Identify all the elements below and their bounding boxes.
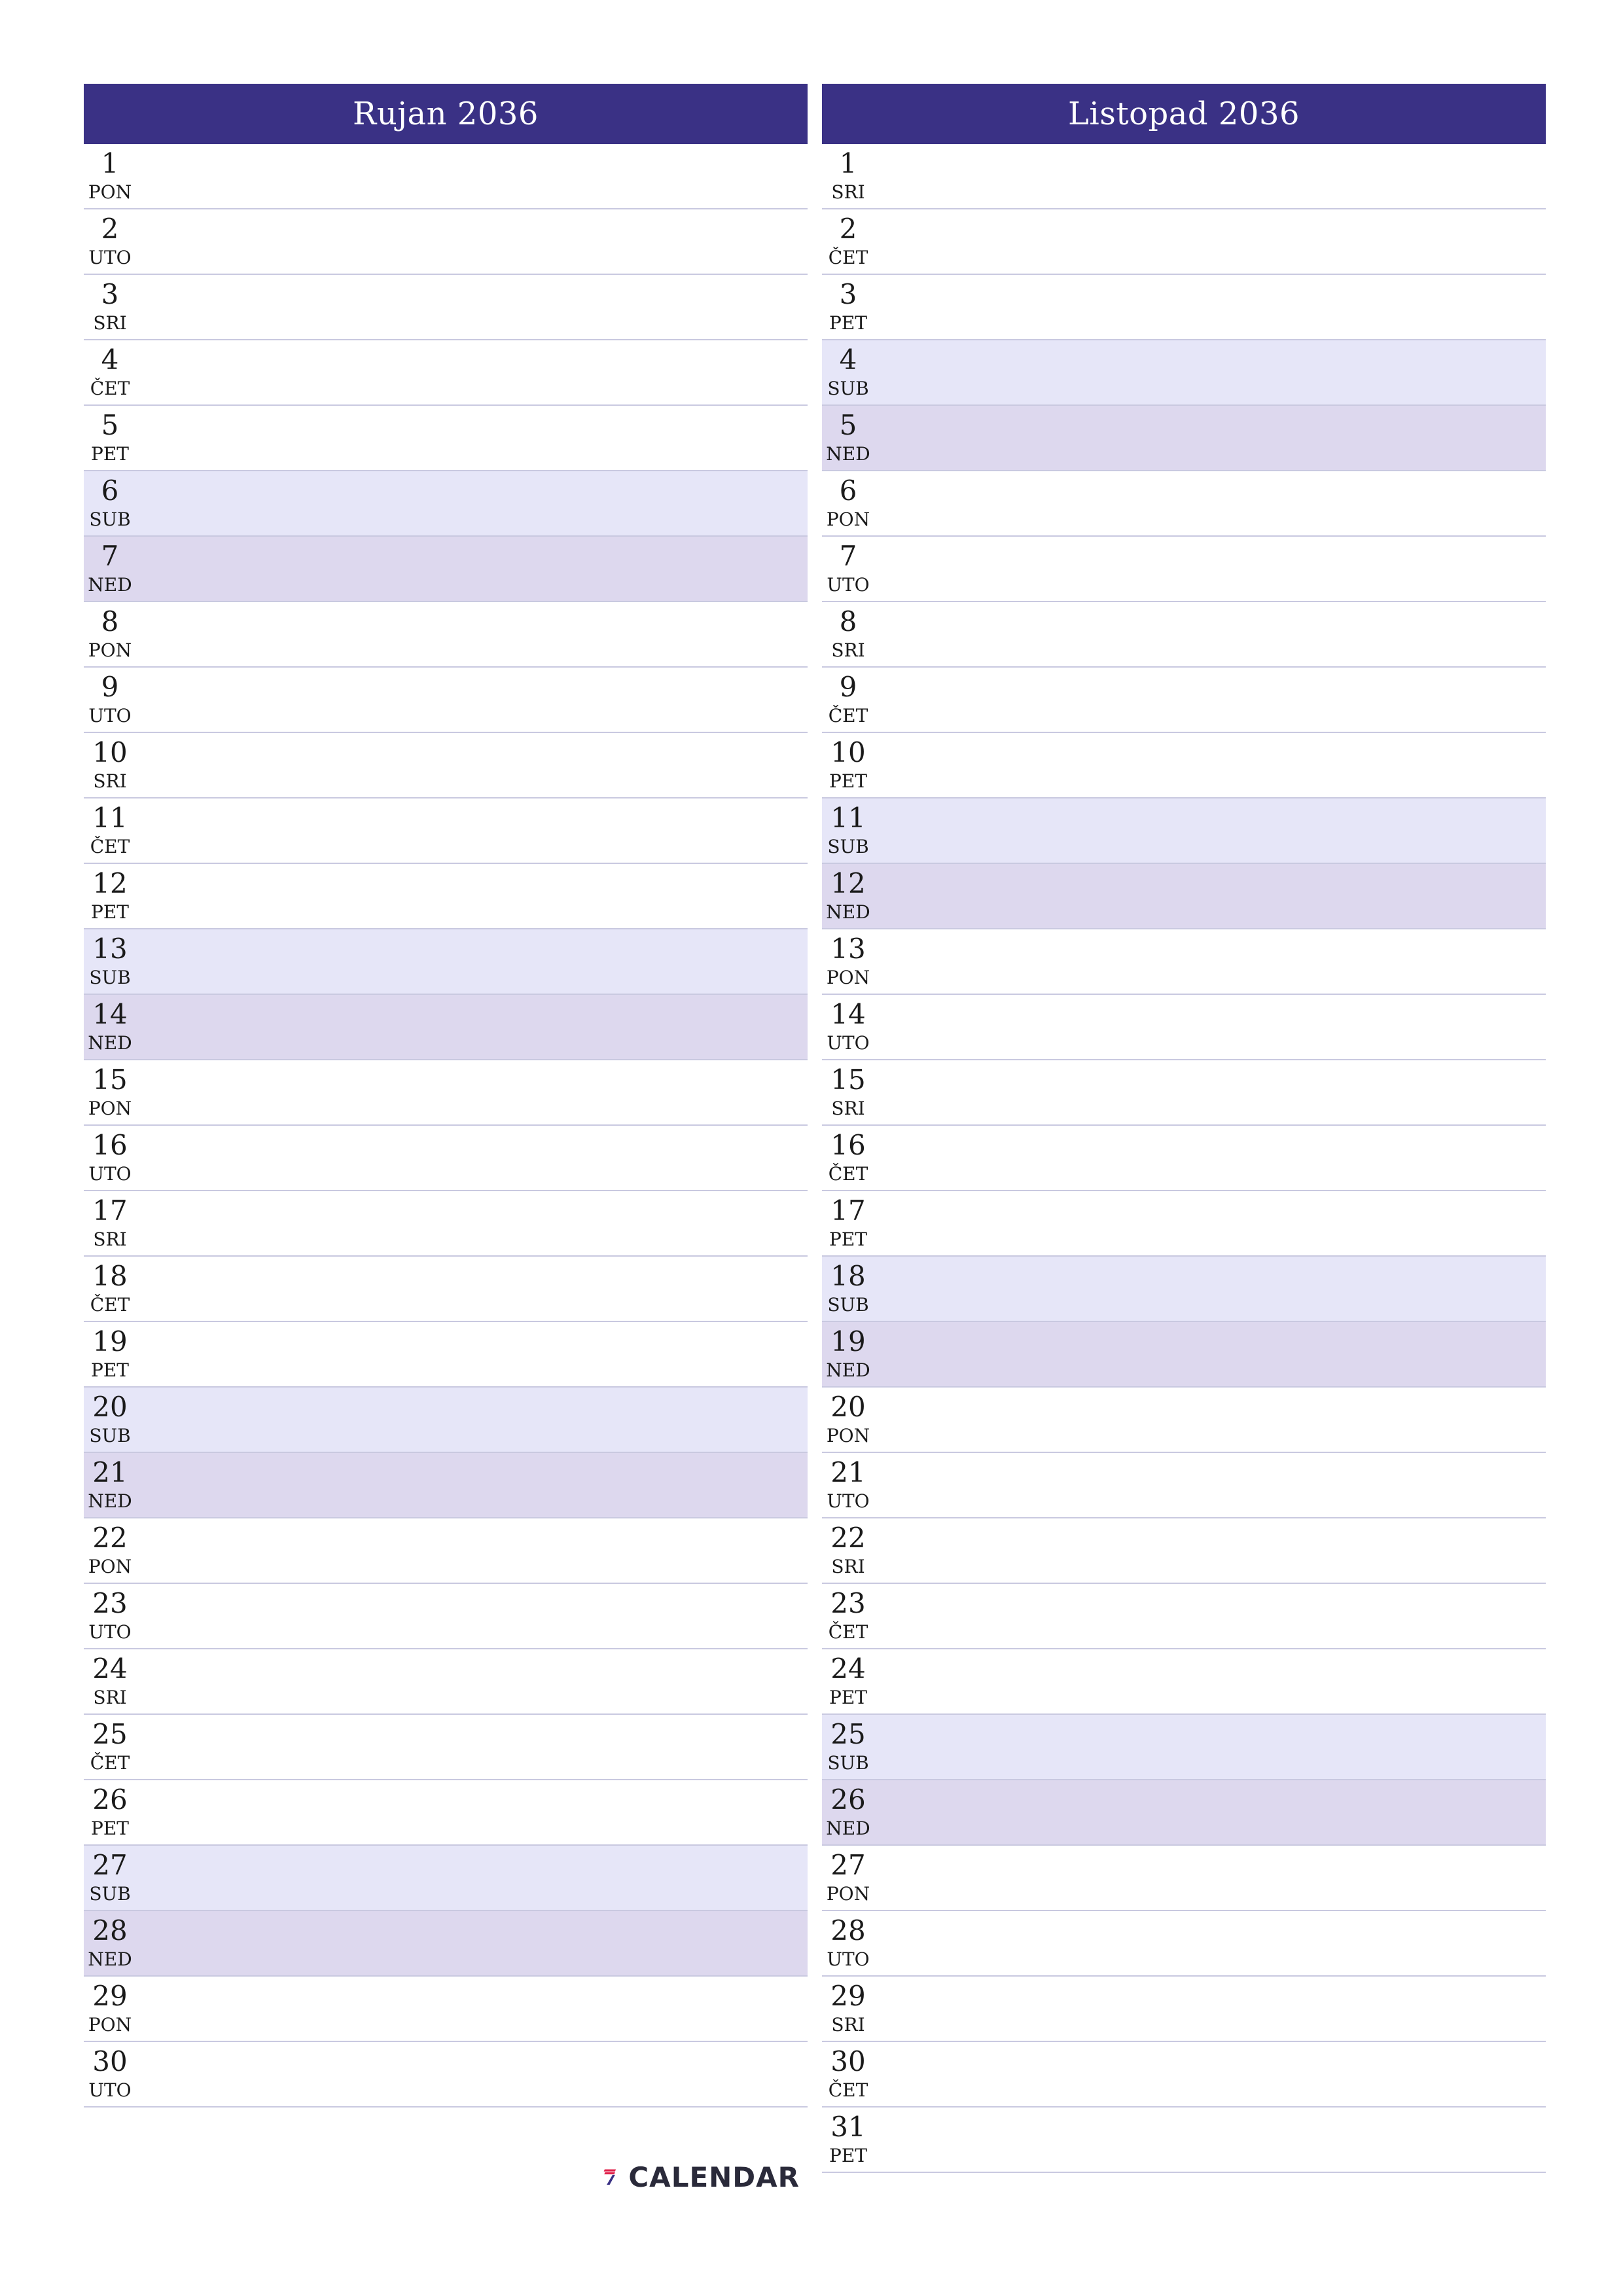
day-name: PET [91, 1359, 129, 1381]
day-row [84, 1191, 808, 1257]
day-row [822, 929, 1546, 995]
day-number: 26 [830, 1784, 866, 1816]
day-number: 9 [839, 671, 857, 703]
day-number: 31 [830, 2111, 866, 2143]
day-number: 25 [830, 1718, 866, 1750]
day-number: 4 [101, 344, 119, 376]
day-number: 4 [839, 344, 857, 376]
day-name: SUB [89, 509, 131, 530]
day-row [84, 275, 808, 340]
day-name: PON [826, 1425, 870, 1446]
day-number: 17 [92, 1194, 128, 1227]
day-row [822, 1584, 1546, 1649]
day-number: 1 [101, 147, 119, 179]
day-number: 20 [830, 1391, 866, 1423]
day-name: SRI [93, 1687, 127, 1708]
day-row [822, 995, 1546, 1060]
day-row [822, 2042, 1546, 2108]
month-title: Listopad 2036 [822, 84, 1546, 144]
day-number: 27 [830, 1849, 866, 1881]
day-row [822, 537, 1546, 602]
day-row [84, 471, 808, 537]
day-number: 2 [101, 213, 119, 245]
day-name: SUB [89, 1425, 131, 1446]
day-row [84, 209, 808, 275]
day-row [822, 733, 1546, 798]
day-name: PON [88, 1556, 132, 1577]
day-name: NED [88, 1490, 132, 1512]
day-number: 24 [92, 1653, 128, 1685]
day-number: 22 [92, 1522, 128, 1554]
day-row [84, 1518, 808, 1584]
brand-text: CALENDAR [628, 2161, 800, 2193]
day-name: SRI [831, 2014, 865, 2036]
day-number: 30 [92, 2045, 128, 2077]
day-list [822, 144, 1546, 2173]
day-number: 12 [92, 867, 128, 899]
day-name: SRI [93, 770, 127, 792]
day-row [822, 1977, 1546, 2042]
day-number: 2 [839, 213, 857, 245]
day-name: SUB [827, 836, 869, 857]
day-row [84, 1322, 808, 1388]
day-name: UTO [88, 247, 132, 268]
day-name: UTO [827, 1032, 870, 1054]
day-name: NED [88, 574, 132, 596]
day-number: 15 [92, 1064, 128, 1096]
day-row [84, 1584, 808, 1649]
day-row [822, 1780, 1546, 1846]
day-number: 28 [830, 1914, 866, 1946]
day-name: NED [826, 1818, 870, 1839]
month-title: Rujan 2036 [84, 84, 808, 144]
day-row [84, 864, 808, 929]
day-row [822, 1911, 1546, 1977]
day-name: SUB [827, 1294, 869, 1316]
day-number: 22 [830, 1522, 866, 1554]
day-name: NED [88, 1032, 132, 1054]
day-name: ČET [828, 1621, 868, 1643]
day-number: 8 [839, 605, 857, 637]
day-name: SRI [93, 312, 127, 334]
seven-logo-icon [603, 2151, 616, 2203]
day-number: 6 [839, 475, 857, 507]
day-name: NED [826, 901, 870, 923]
day-row [822, 798, 1546, 864]
day-name: UTO [88, 1621, 132, 1643]
day-name: PET [91, 901, 129, 923]
brand-logo [603, 2151, 800, 2203]
day-row [822, 602, 1546, 668]
day-name: PON [88, 639, 132, 661]
day-number: 24 [830, 1653, 866, 1685]
day-number: 23 [92, 1587, 128, 1619]
day-row [822, 2108, 1546, 2173]
day-row [84, 1126, 808, 1191]
day-row [84, 668, 808, 733]
day-row [84, 406, 808, 471]
day-row [822, 1257, 1546, 1322]
day-row [822, 1191, 1546, 1257]
day-name: PET [829, 2145, 867, 2166]
day-number: 11 [92, 802, 128, 834]
day-list [84, 144, 808, 2108]
day-row [84, 340, 808, 406]
day-row [84, 929, 808, 995]
day-number: 7 [101, 540, 119, 572]
day-number: 30 [830, 2045, 866, 2077]
day-number: 1 [839, 147, 857, 179]
day-number: 3 [839, 278, 857, 310]
day-name: PON [826, 967, 870, 988]
day-number: 5 [839, 409, 857, 441]
day-number: 16 [830, 1129, 866, 1161]
day-row [822, 1060, 1546, 1126]
day-number: 25 [92, 1718, 128, 1750]
day-name: UTO [827, 1490, 870, 1512]
day-name: SUB [89, 967, 131, 988]
day-name: PON [88, 181, 132, 203]
day-row [84, 1649, 808, 1715]
day-row [822, 144, 1546, 209]
day-row [84, 1257, 808, 1322]
day-name: SUB [827, 1752, 869, 1774]
day-name: PET [829, 1229, 867, 1250]
day-row [822, 1518, 1546, 1584]
day-row [84, 1388, 808, 1453]
month-october [822, 84, 1546, 2173]
day-number: 14 [92, 998, 128, 1030]
day-number: 29 [92, 1980, 128, 2012]
day-row [822, 1715, 1546, 1780]
day-row [84, 1715, 808, 1780]
day-name: PON [88, 1098, 132, 1119]
day-row [84, 1846, 808, 1911]
day-name: ČET [90, 1294, 130, 1316]
day-number: 18 [92, 1260, 128, 1292]
day-number: 21 [830, 1456, 866, 1488]
day-name: PET [91, 443, 129, 465]
day-row [822, 1322, 1546, 1388]
day-row [822, 1388, 1546, 1453]
day-row [84, 733, 808, 798]
day-row [84, 1911, 808, 1977]
day-number: 12 [830, 867, 866, 899]
day-row [822, 1453, 1546, 1518]
day-number: 5 [101, 409, 119, 441]
day-name: PET [829, 770, 867, 792]
day-name: PET [829, 312, 867, 334]
day-number: 14 [830, 998, 866, 1030]
day-number: 10 [92, 736, 128, 768]
day-number: 20 [92, 1391, 128, 1423]
day-number: 7 [839, 540, 857, 572]
day-row [84, 798, 808, 864]
day-name: ČET [90, 378, 130, 399]
day-name: SRI [93, 1229, 127, 1250]
day-number: 26 [92, 1784, 128, 1816]
day-row [822, 275, 1546, 340]
day-row [84, 2042, 808, 2108]
day-row [822, 1126, 1546, 1191]
day-name: PET [829, 1687, 867, 1708]
day-row [822, 668, 1546, 733]
day-row [84, 537, 808, 602]
day-name: NED [826, 443, 870, 465]
day-number: 28 [92, 1914, 128, 1946]
day-number: 8 [101, 605, 119, 637]
day-name: PET [91, 1818, 129, 1839]
day-name: PON [88, 2014, 132, 2036]
day-name: UTO [88, 705, 132, 726]
day-name: UTO [827, 574, 870, 596]
day-number: 23 [830, 1587, 866, 1619]
day-number: 21 [92, 1456, 128, 1488]
day-row [84, 995, 808, 1060]
day-number: 11 [830, 802, 866, 834]
month-september [84, 84, 808, 2108]
day-row [84, 602, 808, 668]
day-number: 16 [92, 1129, 128, 1161]
day-name: ČET [828, 2079, 868, 2101]
day-row [84, 1780, 808, 1846]
day-number: 3 [101, 278, 119, 310]
day-number: 13 [830, 933, 866, 965]
day-row [822, 1649, 1546, 1715]
day-name: NED [826, 1359, 870, 1381]
day-name: PON [826, 509, 870, 530]
day-number: 19 [92, 1325, 128, 1357]
day-name: SRI [831, 1556, 865, 1577]
day-name: UTO [827, 1948, 870, 1970]
day-name: ČET [90, 836, 130, 857]
day-number: 18 [830, 1260, 866, 1292]
day-number: 27 [92, 1849, 128, 1881]
day-row [822, 406, 1546, 471]
day-row [822, 1846, 1546, 1911]
day-row [84, 144, 808, 209]
day-number: 9 [101, 671, 119, 703]
day-number: 13 [92, 933, 128, 965]
day-row [822, 340, 1546, 406]
day-number: 29 [830, 1980, 866, 2012]
day-name: SRI [831, 181, 865, 203]
day-name: ČET [828, 705, 868, 726]
day-number: 6 [101, 475, 119, 507]
day-name: UTO [88, 2079, 132, 2101]
day-number: 10 [830, 736, 866, 768]
day-name: PON [826, 1883, 870, 1905]
day-row [822, 471, 1546, 537]
day-row [84, 1060, 808, 1126]
day-row [84, 1977, 808, 2042]
day-name: SUB [89, 1883, 131, 1905]
day-name: SUB [827, 378, 869, 399]
day-row [822, 864, 1546, 929]
day-name: UTO [88, 1163, 132, 1185]
day-name: SRI [831, 639, 865, 661]
day-name: ČET [90, 1752, 130, 1774]
day-name: ČET [828, 247, 868, 268]
day-name: NED [88, 1948, 132, 1970]
day-name: ČET [828, 1163, 868, 1185]
day-row [84, 1453, 808, 1518]
day-number: 17 [830, 1194, 866, 1227]
day-number: 15 [830, 1064, 866, 1096]
day-number: 19 [830, 1325, 866, 1357]
day-row [822, 209, 1546, 275]
day-name: SRI [831, 1098, 865, 1119]
